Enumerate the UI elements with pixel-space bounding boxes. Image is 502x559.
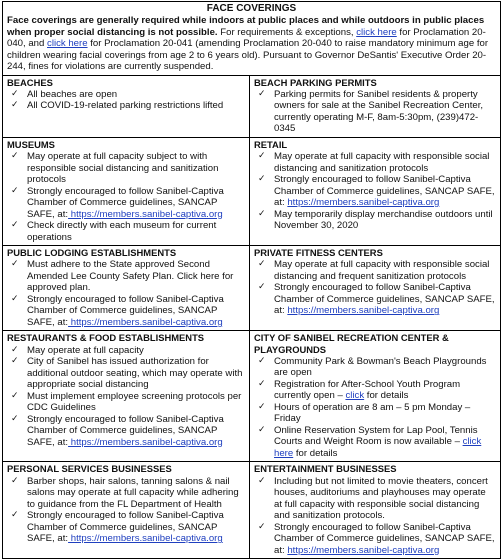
- notice-text: for Proclamation 20-041 (amending Proclamation 20-040 to raise mandatory minimum age for children wearing facial coverings from age 2 to 6 years old). Pursuant to Governor DeSantis' Executive Order 20-244, fines for violations are currently suspended.: [7, 38, 489, 72]
- checkmark-icon: ✓: [11, 475, 19, 486]
- guidelines-table: [2, 1, 501, 559]
- rule-item: [7, 220, 245, 243]
- rule-link[interactable]: https://members.sanibel-captiva.org: [68, 316, 223, 328]
- document: [2, 1, 500, 559]
- rule-item: [7, 100, 245, 112]
- category-title: CITY OF SANIBEL RECREATION CENTER & PLAYGROUNDS: [254, 332, 449, 355]
- rule-link[interactable]: click: [345, 390, 365, 402]
- notice-row: [3, 2, 501, 76]
- checkmark-icon: ✓: [11, 390, 19, 401]
- rule-link[interactable]: https://members.sanibel-captiva.org: [68, 533, 223, 545]
- checkmark-icon: ✓: [258, 151, 266, 162]
- category-title: RETAIL: [254, 138, 288, 150]
- rule-text: Strongly encouraged to follow Sanibel-Captiva Chamber of Commerce guidelines, SANCAP SAFE, at:: [274, 174, 495, 209]
- notice-body: [7, 15, 496, 73]
- rule-list: [254, 476, 496, 557]
- category-cell: [3, 246, 250, 331]
- checkmark-icon: ✓: [11, 356, 19, 367]
- rule-text: Online Reservation System for Lap Pool, Tennis Courts and Weight Room is now available –: [274, 424, 478, 448]
- rule-text: Check directly with each museum for current operations: [27, 220, 217, 243]
- rule-item: [7, 294, 245, 329]
- rule-link[interactable]: https://members.sanibel-captiva.org: [68, 436, 223, 448]
- rule-text: for details: [364, 390, 409, 402]
- notice-bold-text: Face coverings are generally required while indoors at public places and while outdoors in public places when proper social distancing is not possible.: [7, 15, 485, 38]
- rule-item: [7, 259, 245, 294]
- rule-text: Must implement employee screening protocols per CDC Guidelines: [27, 390, 242, 414]
- notice-text: for Proclamation 20-040, and: [7, 26, 486, 49]
- category-cell: [3, 137, 250, 245]
- rule-text: All COVID-19-related parking restrictions lifted: [27, 100, 224, 112]
- rule-text: Strongly encouraged to follow Sanibel-Captiva Chamber of Commerce guidelines, SANCAP SAFE, at:: [274, 282, 495, 317]
- checkmark-icon: ✓: [11, 510, 19, 521]
- rule-text: May operate at full capacity: [27, 344, 144, 356]
- checkmark-icon: ✓: [258, 174, 266, 185]
- rule-text: May operate at full capacity subject to with responsible social distancing and sanitization protocols: [27, 151, 219, 186]
- rule-item: [254, 209, 496, 232]
- rule-item: [7, 414, 245, 449]
- rule-item: [254, 402, 496, 425]
- category-cell: [3, 462, 250, 559]
- rule-list: [7, 259, 245, 328]
- category-title: ENTERTAINMENT BUSINESSES: [254, 463, 397, 475]
- rule-list: [254, 89, 496, 135]
- checkmark-icon: ✓: [258, 521, 266, 532]
- rule-text: City of Sanibel has issued authorization for additional outdoor seating, which may operate with appropriate social distancing: [27, 356, 243, 391]
- category-row: [3, 75, 501, 137]
- checkmark-icon: ✓: [258, 378, 266, 389]
- category-cell: [250, 75, 501, 137]
- checkmark-icon: ✓: [11, 413, 19, 424]
- checkmark-icon: ✓: [258, 259, 266, 270]
- rule-list: [7, 89, 245, 112]
- rule-item: [7, 151, 245, 186]
- checkmark-icon: ✓: [11, 293, 19, 304]
- proclamation-20-041-link[interactable]: click here: [47, 38, 88, 49]
- category-cell: [3, 331, 250, 462]
- rule-item: [254, 425, 496, 460]
- rule-item: [254, 356, 496, 379]
- rule-item: [254, 151, 496, 174]
- category-title: PUBLIC LODGING ESTABLISHMENTS: [7, 247, 177, 259]
- rule-item: [254, 174, 496, 209]
- rule-text: Must adhere to the State approved Second Amended Lee County Safety Plan. Click here for approved plan.: [27, 259, 234, 294]
- proclamation-20-040-link[interactable]: click here: [356, 26, 397, 38]
- rule-text: Community Park & Bowman's Beach Playgrounds are open: [274, 355, 487, 379]
- rule-link[interactable]: click here: [274, 436, 482, 459]
- rule-text: Strongly encouraged to follow Sanibel-Captiva Chamber of Commerce guidelines, SANCAP SAFE, at:: [27, 413, 224, 448]
- rule-item: [7, 186, 245, 221]
- checkmark-icon: ✓: [258, 282, 266, 293]
- rule-link[interactable]: https://members.sanibel-captiva.org: [68, 208, 223, 220]
- category-cell: [250, 462, 501, 559]
- rule-item: [7, 356, 245, 391]
- category-title: PRIVATE FITNESS CENTERS: [254, 247, 383, 259]
- checkmark-icon: ✓: [11, 185, 19, 196]
- rule-text: for details: [293, 447, 338, 459]
- category-title: BEACH PARKING PERMITS: [254, 76, 377, 88]
- rule-text: Strongly encouraged to follow Sanibel-Captiva Chamber of Commerce guidelines, SANCAP SAFE, at:: [274, 521, 495, 556]
- rule-item: [254, 259, 496, 282]
- checkmark-icon: ✓: [258, 475, 266, 486]
- rule-text: May operate at full capacity with responsible social distancing and sanitization protocols: [274, 151, 490, 174]
- category-row: [3, 246, 501, 331]
- notice-title: FACE COVERINGS: [206, 3, 297, 14]
- rule-link[interactable]: https://members.sanibel-captiva.org: [287, 305, 440, 317]
- rule-list: [7, 476, 245, 545]
- checkmark-icon: ✓: [11, 344, 19, 355]
- checkmark-icon: ✓: [11, 100, 19, 111]
- category-cell: [3, 75, 250, 137]
- category-title: RESTAURANTS & FOOD ESTABLISHMENTS: [7, 332, 205, 344]
- rule-item: [254, 522, 496, 557]
- rule-item: [7, 345, 245, 357]
- checkmark-icon: ✓: [258, 208, 266, 219]
- rule-text: Including but not limited to movie theaters, concert houses, auditoriums and playhouses may operate at full capacity with responsible social distancing and sanitization protocols.: [274, 475, 488, 522]
- category-cell: [250, 246, 501, 331]
- rule-item: [7, 391, 245, 414]
- checkmark-icon: ✓: [11, 220, 19, 231]
- rule-item: [254, 379, 496, 402]
- rule-item: [254, 282, 496, 317]
- rule-text: Barber shops, hair salons, tanning salons & nail salons may operate at full capacity while adhering to guidance from the FL Department of Health: [27, 475, 239, 510]
- category-row: [3, 137, 501, 245]
- rule-list: [7, 151, 245, 243]
- rule-list: [7, 345, 245, 449]
- checkmark-icon: ✓: [258, 88, 266, 99]
- category-cell: [250, 137, 501, 245]
- category-title: MUSEUMS: [7, 138, 55, 150]
- rule-list: [254, 356, 496, 460]
- rule-text: May temporarily display merchandise outdoors until November 30, 2020: [274, 208, 493, 232]
- rule-text: May operate at full capacity with responsible social distancing and frequent sanitization protocols: [274, 259, 490, 282]
- category-title: PERSONAL SERVICES BUSINESSES: [7, 463, 172, 475]
- checkmark-icon: ✓: [258, 401, 266, 412]
- rule-list: [254, 151, 496, 232]
- rule-text: All beaches are open: [27, 88, 118, 100]
- category-title: BEACHES: [7, 76, 53, 88]
- notice-text: For requirements & exceptions,: [217, 26, 357, 38]
- rule-text: Strongly encouraged to follow Sanibel-Captiva Chamber of Commerce guidelines, SANCAP SAFE, at:: [27, 185, 224, 220]
- rule-text: Parking permits for Sanibel residents & property owners for sale at the Sanibel Recreation Center, currently operating M-F, 8am-5:30pm, (239)472-0345: [274, 88, 484, 135]
- face-coverings-notice: [3, 2, 501, 76]
- rule-item: [7, 89, 245, 101]
- category-row: [3, 331, 501, 462]
- rule-item: [7, 510, 245, 545]
- category-cell: [250, 331, 501, 462]
- rule-text: Strongly encouraged to follow Sanibel-Captiva Chamber of Commerce guidelines, SANCAP SAFE, at:: [27, 510, 224, 545]
- rule-item: [254, 89, 496, 135]
- category-row: [3, 462, 501, 559]
- rule-text: Hours of operation are 8 am – 5 pm Monday – Friday: [274, 401, 471, 425]
- rule-item: [254, 476, 496, 522]
- rule-item: [7, 476, 245, 511]
- rule-link[interactable]: https://members.sanibel-captiva.org: [287, 197, 440, 209]
- checkmark-icon: ✓: [11, 259, 19, 270]
- checkmark-icon: ✓: [11, 151, 19, 162]
- checkmark-icon: ✓: [258, 424, 266, 435]
- rule-text: Registration for After-School Youth Program currently open –: [274, 378, 461, 402]
- checkmark-icon: ✓: [11, 88, 19, 99]
- rule-list: [254, 259, 496, 317]
- rule-text: Strongly encouraged to follow Sanibel-Captiva Chamber of Commerce guidelines, SANCAP SAFE, at:: [27, 293, 224, 328]
- rule-link[interactable]: https://members.sanibel-captiva.org: [287, 544, 440, 556]
- checkmark-icon: ✓: [258, 355, 266, 366]
